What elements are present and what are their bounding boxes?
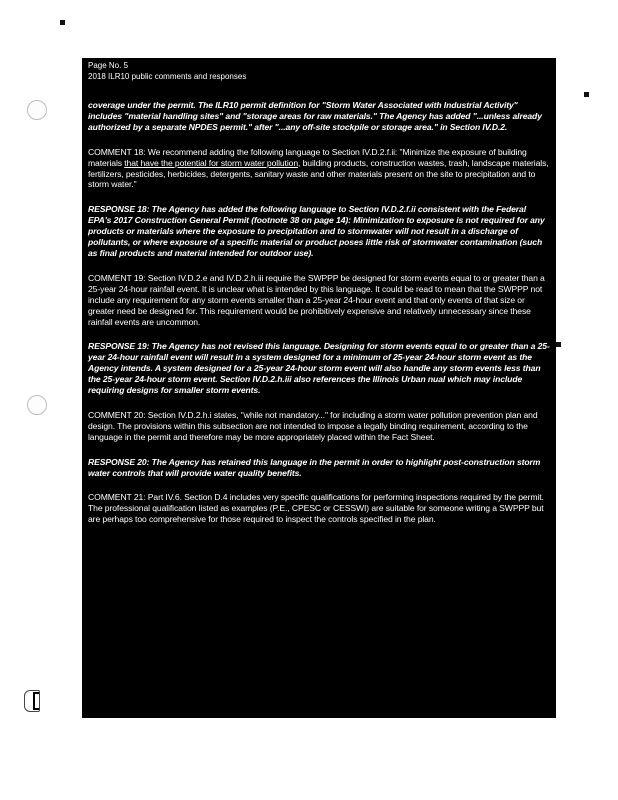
response-19: RESPONSE 19: The Agency has not revised this language. Designing for storm events equal to or greater than a 25-year 24-hour rainfall event will result in a system designed for a minimum of 25-year 24-hour storm event as the Agency intends. A system designed for a 25-year 24-hour storm event will also handle any storm events less than the 25-year 24-hour storm event. Section IV.D.2.h.iii also references the Illinois Urban nual which may include requiring designs for smaller storm events.	[88, 341, 550, 396]
page-header	[88, 60, 246, 82]
punch-hole	[27, 100, 47, 120]
document-body	[88, 100, 550, 539]
comment-18-text: COMMENT 18: We recommend adding the following language to Section IV.D.2.f.ii: "Minimize the exposure of building materials	[88, 146, 527, 168]
punch-hole	[27, 395, 47, 415]
scan-speck	[556, 342, 561, 347]
scan-speck	[60, 20, 65, 25]
scan-speck	[584, 92, 589, 97]
document-subtitle: 2018 ILR10 public comments and responses	[88, 72, 247, 81]
comment-18-underlined: that have the potential for storm water pollution	[124, 157, 299, 168]
document-page	[82, 58, 556, 718]
comment-18	[88, 147, 550, 191]
response-20: RESPONSE 20: The Agency has retained this language in the permit in order to highlight post-construction storm water controls that will provide water quality benefits.	[88, 456, 541, 478]
response-17-continuation: coverage under the permit. The ILR10 permit definition for "Storm Water Associated with Industrial Activity" includes "material handling sites" and "storage areas for raw materials." The Agency has added "...unless already authorized by a separate NPDES permit." after "...any off-site stockpile or storage area." in Section IV.D.2.	[88, 100, 542, 132]
response-18: RESPONSE 18: The Agency has added the following language to Section IV.D.2.f.ii consistent with the Federal EPA's 2017 Construction General Permit (footnote 38 on page 14): Minimization to exposure is not required for any products or materials where the exposure to precipitation and to stormwater will not result in a discharge of pollutants, or where exposure of a specific material or product poses little risk of stormwater contamination (such as final products and material intended for outdoor use).	[88, 204, 545, 258]
comment-18-text-end: , building products, construction wastes, trash, landscape materials, fertilizers, pesticides, herbicides, detergents, sanitary waste and other materials present on the site to precipitation and to storm water."	[88, 157, 549, 190]
comment-21: COMMENT 21: Part IV.6. Section D.4 includes very specific qualifications for performing inspections required by the permit. The professional qualification listed as examples (P.E., CPESC or CESSWI) are suitable for someone writing a SWPPP but are perhaps too comprehensive for those required to inspect the controls specified in the plan.	[88, 492, 544, 525]
bracket-mark	[33, 692, 39, 710]
comment-20: COMMENT 20: Section IV.D.2.h.i states, "while not mandatory..." for including a storm water pollution prevention plan and design. The provisions within this subsection are not intended to impose a legally binding requirement, according to the language in the permit and therefore may be more appropriately placed within the Fact Sheet.	[88, 409, 538, 442]
comment-19: COMMENT 19: Section IV.D.2.e and IV.D.2.h.iii require the SWPPP be designed for storm events equal to or greater than a 25-year 24-hour rainfall event. It is unclear what is intended by this language. It could be read to mean that the SWPPP not include any requirement for any storm events smaller than a 25-year 24-hour event and that only events of that size or greater need be designed for. This requirement would be prohibitively expensive and relatively unnecessary since these rainfall events are uncommon.	[88, 272, 545, 327]
page-number: Page No. 5	[88, 61, 129, 70]
